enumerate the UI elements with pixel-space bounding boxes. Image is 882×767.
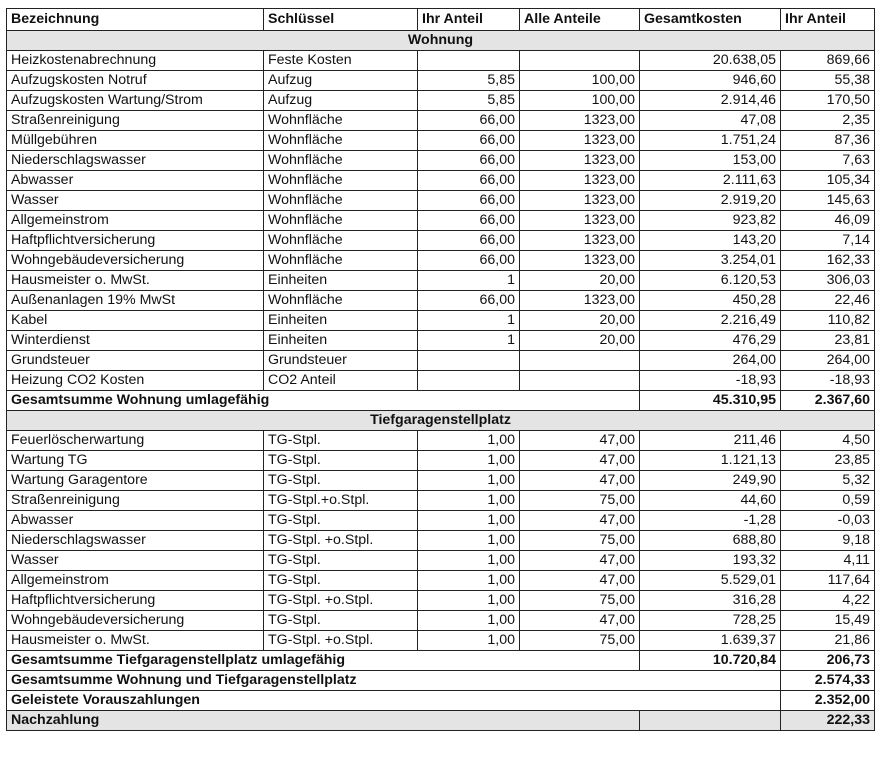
all-shares: 47,00 — [520, 471, 640, 491]
total-cost: 450,28 — [640, 291, 781, 311]
cost-item-label: Allgemeinstrom — [7, 211, 264, 231]
table-row — [7, 311, 875, 331]
table-row — [7, 611, 875, 631]
allocation-key: Wohnfläche — [264, 151, 418, 171]
own-share: 1,00 — [418, 531, 520, 551]
cost-item-label: Grundsteuer — [7, 351, 264, 371]
wohnung-section-header — [7, 31, 875, 51]
cost-item-label: Niederschlagswasser — [7, 151, 264, 171]
total-cost: 2.111,63 — [640, 171, 781, 191]
all-shares: 100,00 — [520, 71, 640, 91]
allocation-key: TG-Stpl. — [264, 611, 418, 631]
cost-item-label: Kabel — [7, 311, 264, 331]
cost-item-label: Feuerlöscherwartung — [7, 431, 264, 451]
own-share: 66,00 — [418, 171, 520, 191]
allocation-key: TG-Stpl. +o.Stpl. — [264, 531, 418, 551]
allocation-key: Wohnfläche — [264, 111, 418, 131]
total-cost: 5.529,01 — [640, 571, 781, 591]
all-shares: 20,00 — [520, 311, 640, 331]
allocation-key: TG-Stpl. +o.Stpl. — [264, 591, 418, 611]
allocation-key: Wohnfläche — [264, 211, 418, 231]
own-cost-share: 170,50 — [781, 91, 875, 111]
cost-item-label: Außenanlagen 19% MwSt — [7, 291, 264, 311]
cost-item-label: Wasser — [7, 551, 264, 571]
table-row — [7, 151, 875, 171]
summary-row — [7, 691, 875, 711]
cost-item-label: Abwasser — [7, 171, 264, 191]
own-cost-share: 87,36 — [781, 131, 875, 151]
own-share: 1,00 — [418, 471, 520, 491]
own-share: 1,00 — [418, 611, 520, 631]
total-cost: 6.120,53 — [640, 271, 781, 291]
all-shares: 1323,00 — [520, 211, 640, 231]
allocation-key: Aufzug — [264, 91, 418, 111]
allocation-key: Aufzug — [264, 71, 418, 91]
all-shares: 47,00 — [520, 611, 640, 631]
own-cost-share: 4,50 — [781, 431, 875, 451]
summary-label: Geleistete Vorauszahlungen — [7, 691, 781, 711]
own-share: 66,00 — [418, 291, 520, 311]
own-cost-share: 117,64 — [781, 571, 875, 591]
own-cost-share: 110,82 — [781, 311, 875, 331]
all-shares: 1323,00 — [520, 131, 640, 151]
own-cost-share: 4,11 — [781, 551, 875, 571]
table-row — [7, 291, 875, 311]
total-cost: 44,60 — [640, 491, 781, 511]
tiefgarage-section-header — [7, 411, 875, 431]
cost-item-label: Heizkostenabrechnung — [7, 51, 264, 71]
cost-item-label: Straßenreinigung — [7, 491, 264, 511]
table-row — [7, 531, 875, 551]
own-share: 1,00 — [418, 491, 520, 511]
own-share: 1 — [418, 271, 520, 291]
total-cost: 1.751,24 — [640, 131, 781, 151]
own-cost-share: 9,18 — [781, 531, 875, 551]
col-header-bezeichnung: Bezeichnung — [7, 9, 264, 31]
own-cost-share: 15,49 — [781, 611, 875, 631]
table-row — [7, 71, 875, 91]
all-shares: 47,00 — [520, 551, 640, 571]
total-cost: -18,93 — [640, 371, 781, 391]
cost-item-label: Hausmeister o. MwSt. — [7, 271, 264, 291]
cost-item-label: Wohngebäudeversicherung — [7, 251, 264, 271]
own-cost-share: 46,09 — [781, 211, 875, 231]
own-share: 66,00 — [418, 251, 520, 271]
col-header-gesamtkosten: Gesamtkosten — [640, 9, 781, 31]
own-cost-share: 7,14 — [781, 231, 875, 251]
total-cost: 476,29 — [640, 331, 781, 351]
allocation-key: Wohnfläche — [264, 131, 418, 151]
own-share: 66,00 — [418, 111, 520, 131]
total-cost: 728,25 — [640, 611, 781, 631]
tiefgarage-total-anteil: 206,73 — [781, 651, 875, 671]
allocation-key: Einheiten — [264, 271, 418, 291]
wohnung-section-title: Wohnung — [7, 31, 875, 51]
cost-item-label: Winterdienst — [7, 331, 264, 351]
own-cost-share: 21,86 — [781, 631, 875, 651]
own-share: 1,00 — [418, 431, 520, 451]
table-row — [7, 431, 875, 451]
table-row — [7, 111, 875, 131]
cost-item-label: Abwasser — [7, 511, 264, 531]
allocation-key: Feste Kosten — [264, 51, 418, 71]
table-row — [7, 491, 875, 511]
table-row — [7, 251, 875, 271]
all-shares: 1323,00 — [520, 151, 640, 171]
col-header-ihr-anteil: Ihr Anteil — [418, 9, 520, 31]
own-cost-share: 869,66 — [781, 51, 875, 71]
table-row — [7, 271, 875, 291]
tiefgarage-total-label: Gesamtsumme Tiefgaragenstellplatz umlagefähig — [7, 651, 640, 671]
all-shares: 20,00 — [520, 331, 640, 351]
table-row — [7, 131, 875, 151]
table-row — [7, 591, 875, 611]
allocation-key: Grundsteuer — [264, 351, 418, 371]
tiefgarage-total-row — [7, 651, 875, 671]
own-cost-share: 2,35 — [781, 111, 875, 131]
own-cost-share: 22,46 — [781, 291, 875, 311]
table-row — [7, 191, 875, 211]
all-shares: 47,00 — [520, 511, 640, 531]
all-shares: 75,00 — [520, 631, 640, 651]
summary-label: Gesamtsumme Wohnung und Tiefgaragenstellplatz — [7, 671, 781, 691]
own-share: 66,00 — [418, 231, 520, 251]
own-share: 5,85 — [418, 71, 520, 91]
cost-item-label: Niederschlagswasser — [7, 531, 264, 551]
allocation-key: Wohnfläche — [264, 291, 418, 311]
allocation-key: TG-Stpl. — [264, 431, 418, 451]
allocation-key: CO2 Anteil — [264, 371, 418, 391]
cost-item-label: Aufzugskosten Notruf — [7, 71, 264, 91]
col-header-alle-anteile: Alle Anteile — [520, 9, 640, 31]
all-shares: 100,00 — [520, 91, 640, 111]
col-header-ihr-anteil-betrag: Ihr Anteil — [781, 9, 875, 31]
total-cost: 47,08 — [640, 111, 781, 131]
own-cost-share: 23,81 — [781, 331, 875, 351]
tiefgarage-section-title: Tiefgaragenstellplatz — [7, 411, 875, 431]
header-row — [7, 9, 875, 31]
own-share: 1 — [418, 311, 520, 331]
total-cost: 193,32 — [640, 551, 781, 571]
cost-item-label: Straßenreinigung — [7, 111, 264, 131]
own-cost-share: 55,38 — [781, 71, 875, 91]
own-cost-share: 0,59 — [781, 491, 875, 511]
own-cost-share: -0,03 — [781, 511, 875, 531]
own-share: 1,00 — [418, 511, 520, 531]
own-share: 1 — [418, 331, 520, 351]
table-row — [7, 571, 875, 591]
all-shares — [520, 371, 640, 391]
cost-item-label: Wohngebäudeversicherung — [7, 611, 264, 631]
allocation-key: TG-Stpl.+o.Stpl. — [264, 491, 418, 511]
all-shares: 47,00 — [520, 571, 640, 591]
allocation-key: Einheiten — [264, 311, 418, 331]
own-cost-share: 4,22 — [781, 591, 875, 611]
allocation-key: TG-Stpl. — [264, 571, 418, 591]
own-cost-share: 145,63 — [781, 191, 875, 211]
wohnung-total-row — [7, 391, 875, 411]
cost-item-label: Haftpflichtversicherung — [7, 231, 264, 251]
all-shares: 47,00 — [520, 431, 640, 451]
own-share: 66,00 — [418, 191, 520, 211]
total-cost: 264,00 — [640, 351, 781, 371]
all-shares: 75,00 — [520, 531, 640, 551]
table-row — [7, 231, 875, 251]
summary-value: 222,33 — [781, 711, 875, 731]
allocation-key: TG-Stpl. — [264, 511, 418, 531]
cost-item-label: Wartung Garagentore — [7, 471, 264, 491]
wohnung-total-label: Gesamtsumme Wohnung umlagefähig — [7, 391, 640, 411]
own-share: 1,00 — [418, 451, 520, 471]
table-row — [7, 351, 875, 371]
own-cost-share: 7,63 — [781, 151, 875, 171]
summary-value: 2.574,33 — [781, 671, 875, 691]
cost-statement-body — [7, 9, 875, 731]
table-row — [7, 471, 875, 491]
own-cost-share: -18,93 — [781, 371, 875, 391]
own-cost-share: 264,00 — [781, 351, 875, 371]
allocation-key: Wohnfläche — [264, 191, 418, 211]
table-row — [7, 631, 875, 651]
summary-blank — [640, 711, 781, 731]
total-cost: 211,46 — [640, 431, 781, 451]
summary-row — [7, 671, 875, 691]
cost-item-label: Wartung TG — [7, 451, 264, 471]
own-cost-share: 23,85 — [781, 451, 875, 471]
all-shares: 47,00 — [520, 451, 640, 471]
own-share — [418, 351, 520, 371]
cost-item-label: Haftpflichtversicherung — [7, 591, 264, 611]
table-row — [7, 511, 875, 531]
table-row — [7, 331, 875, 351]
all-shares: 1323,00 — [520, 291, 640, 311]
summary-row — [7, 711, 875, 731]
allocation-key: Wohnfläche — [264, 251, 418, 271]
table-row — [7, 51, 875, 71]
total-cost: 923,82 — [640, 211, 781, 231]
all-shares: 20,00 — [520, 271, 640, 291]
allocation-key: Wohnfläche — [264, 231, 418, 251]
own-cost-share: 5,32 — [781, 471, 875, 491]
total-cost: 316,28 — [640, 591, 781, 611]
all-shares — [520, 51, 640, 71]
tiefgarage-total-gesamt: 10.720,84 — [640, 651, 781, 671]
allocation-key: TG-Stpl. — [264, 471, 418, 491]
all-shares — [520, 351, 640, 371]
own-share: 66,00 — [418, 131, 520, 151]
total-cost: 153,00 — [640, 151, 781, 171]
allocation-key: TG-Stpl. +o.Stpl. — [264, 631, 418, 651]
cost-item-label: Müllgebühren — [7, 131, 264, 151]
cost-item-label: Aufzugskosten Wartung/Strom — [7, 91, 264, 111]
all-shares: 75,00 — [520, 591, 640, 611]
cost-item-label: Allgemeinstrom — [7, 571, 264, 591]
all-shares: 75,00 — [520, 491, 640, 511]
total-cost: 946,60 — [640, 71, 781, 91]
col-header-schluessel: Schlüssel — [264, 9, 418, 31]
wohnung-total-anteil: 2.367,60 — [781, 391, 875, 411]
table-row — [7, 211, 875, 231]
table-row — [7, 91, 875, 111]
total-cost: 3.254,01 — [640, 251, 781, 271]
allocation-key: Einheiten — [264, 331, 418, 351]
own-share: 1,00 — [418, 631, 520, 651]
all-shares: 1323,00 — [520, 191, 640, 211]
table-row — [7, 371, 875, 391]
cost-statement-table — [6, 8, 875, 731]
table-row — [7, 171, 875, 191]
cost-item-label: Hausmeister o. MwSt. — [7, 631, 264, 651]
cost-item-label: Heizung CO2 Kosten — [7, 371, 264, 391]
allocation-key: TG-Stpl. — [264, 551, 418, 571]
allocation-key: Wohnfläche — [264, 171, 418, 191]
own-share: 66,00 — [418, 211, 520, 231]
own-share: 66,00 — [418, 151, 520, 171]
own-share: 1,00 — [418, 591, 520, 611]
total-cost: 2.914,46 — [640, 91, 781, 111]
own-share — [418, 51, 520, 71]
all-shares: 1323,00 — [520, 111, 640, 131]
own-cost-share: 162,33 — [781, 251, 875, 271]
all-shares: 1323,00 — [520, 231, 640, 251]
own-share — [418, 371, 520, 391]
table-row — [7, 551, 875, 571]
wohnung-total-gesamt: 45.310,95 — [640, 391, 781, 411]
own-share: 1,00 — [418, 551, 520, 571]
cost-item-label: Wasser — [7, 191, 264, 211]
total-cost: 143,20 — [640, 231, 781, 251]
summary-value: 2.352,00 — [781, 691, 875, 711]
allocation-key: TG-Stpl. — [264, 451, 418, 471]
own-share: 1,00 — [418, 571, 520, 591]
table-row — [7, 451, 875, 471]
all-shares: 1323,00 — [520, 251, 640, 271]
total-cost: 20.638,05 — [640, 51, 781, 71]
own-cost-share: 306,03 — [781, 271, 875, 291]
all-shares: 1323,00 — [520, 171, 640, 191]
total-cost: 2.216,49 — [640, 311, 781, 331]
own-share: 5,85 — [418, 91, 520, 111]
total-cost: 688,80 — [640, 531, 781, 551]
total-cost: 1.639,37 — [640, 631, 781, 651]
summary-label: Nachzahlung — [7, 711, 640, 731]
total-cost: 249,90 — [640, 471, 781, 491]
total-cost: 2.919,20 — [640, 191, 781, 211]
own-cost-share: 105,34 — [781, 171, 875, 191]
total-cost: 1.121,13 — [640, 451, 781, 471]
total-cost: -1,28 — [640, 511, 781, 531]
